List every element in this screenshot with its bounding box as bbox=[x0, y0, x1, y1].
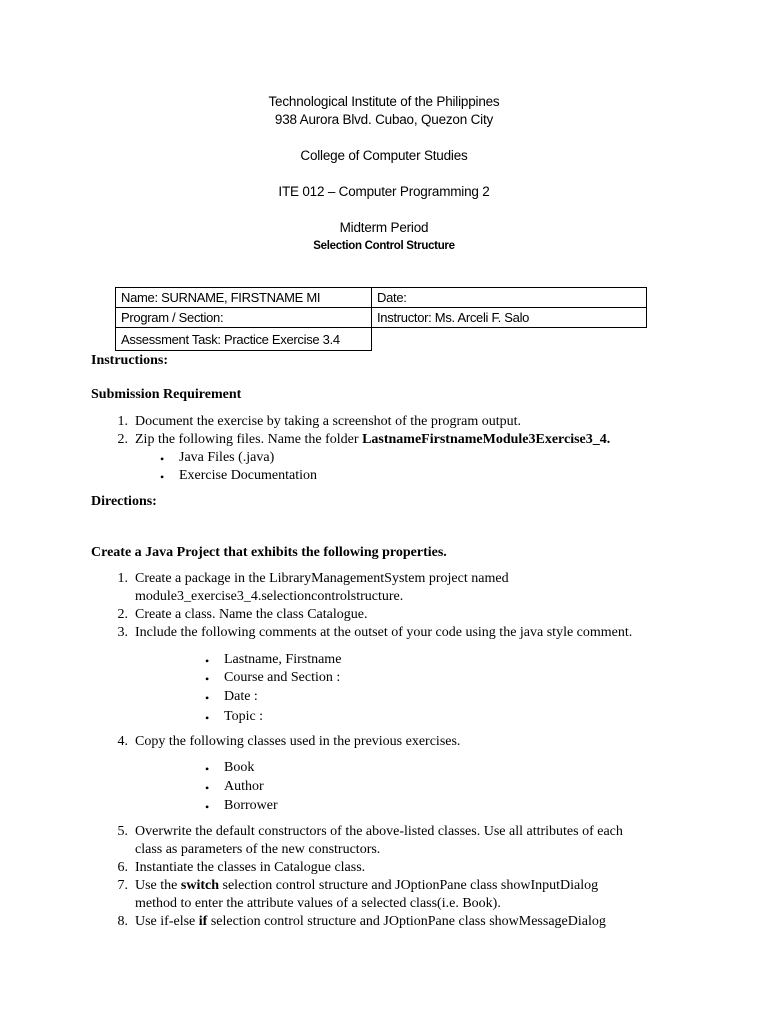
student-info-table bbox=[115, 287, 647, 351]
folder-name: LastnameFirstnameModule3Exercise3_4. bbox=[362, 432, 611, 447]
project-heading: Create a Java Project that exhibits the following properties. bbox=[91, 545, 447, 560]
step-8-prefix: Use if-else bbox=[135, 914, 199, 929]
step-2: Create a class. Name the class Catalogue. bbox=[135, 607, 368, 622]
step-7-line-2: method to enter the attribute values of a selected class(i.e. Book). bbox=[135, 896, 501, 911]
submission-item-2-text: Zip the following files. Name the folder bbox=[135, 432, 363, 447]
if-keyword: if bbox=[198, 914, 208, 929]
task-cell: Assessment Task: Practice Exercise 3.4 bbox=[116, 328, 372, 351]
bullet-icon: • bbox=[205, 654, 210, 668]
comment-item: Date : bbox=[224, 689, 258, 704]
list-number: 6. bbox=[117, 860, 128, 875]
name-cell: Name: SURNAME, FIRSTNAME MI bbox=[116, 288, 372, 308]
list-number: 7. bbox=[117, 878, 128, 893]
period-title: Midterm Period bbox=[339, 220, 429, 235]
file-item: Java Files (.java) bbox=[179, 450, 275, 465]
bullet-icon: • bbox=[205, 711, 210, 725]
comment-item: Lastname, Firstname bbox=[224, 652, 342, 667]
file-item: Exercise Documentation bbox=[179, 468, 318, 483]
list-number: 1. bbox=[117, 571, 128, 586]
submission-item-1: Document the exercise by taking a screenshot of the program output. bbox=[135, 414, 522, 429]
step-1-line-2: module3_exercise3_4.selectioncontrolstructure. bbox=[135, 589, 404, 604]
document-header bbox=[0, 93, 768, 129]
class-item: Borrower bbox=[224, 798, 278, 813]
step-5-line-2: class as parameters of the new constructors. bbox=[135, 842, 381, 857]
topic-title: Selection Control Structure bbox=[313, 240, 455, 252]
list-number: 1. bbox=[117, 414, 128, 429]
college-name: College of Computer Studies bbox=[300, 148, 468, 163]
bullet-icon: • bbox=[205, 691, 210, 705]
instructions-heading: Instructions: bbox=[91, 353, 169, 368]
step-7-line-1 bbox=[135, 877, 598, 895]
bullet-icon: • bbox=[205, 800, 210, 814]
list-number: 2. bbox=[117, 432, 128, 447]
bullet-icon: • bbox=[205, 672, 210, 686]
step-4: Copy the following classes used in the previous exercises. bbox=[135, 734, 461, 749]
institution-address: 938 Aurora Blvd. Cubao, Quezon City bbox=[274, 112, 494, 127]
step-6: Instantiate the classes in Catalogue class. bbox=[135, 860, 366, 875]
step-8 bbox=[135, 913, 606, 931]
class-item: Author bbox=[224, 779, 264, 794]
list-number: 2. bbox=[117, 607, 128, 622]
step-1-line-1: Create a package in the LibraryManagementSystem project named bbox=[135, 571, 509, 586]
bullet-icon: • bbox=[160, 452, 165, 466]
directions-heading: Directions: bbox=[91, 494, 157, 509]
step-3: Include the following comments at the outset of your code using the java style comment. bbox=[135, 625, 633, 640]
submission-item-2 bbox=[135, 431, 610, 449]
date-cell: Date: bbox=[372, 288, 647, 308]
comment-item: Course and Section : bbox=[224, 670, 341, 685]
empty-cell bbox=[372, 328, 647, 351]
list-number: 4. bbox=[117, 734, 128, 749]
bullet-icon: • bbox=[205, 781, 210, 795]
list-number: 3. bbox=[117, 625, 128, 640]
class-item: Book bbox=[224, 760, 255, 775]
program-cell: Program / Section: bbox=[116, 308, 372, 328]
bullet-icon: • bbox=[205, 762, 210, 776]
course-block bbox=[0, 183, 768, 201]
course-title: ITE 012 – Computer Programming 2 bbox=[278, 184, 490, 199]
bullet-icon: • bbox=[160, 470, 165, 484]
period-block bbox=[0, 219, 768, 255]
institution-name: Technological Institute of the Philippines bbox=[268, 94, 500, 109]
step-7-prefix: Use the bbox=[135, 878, 181, 893]
step-7-suffix: selection control structure and JOptionPane class showInputDialog bbox=[219, 878, 599, 893]
list-number: 8. bbox=[117, 914, 128, 929]
instructor-cell: Instructor: Ms. Arceli F. Salo bbox=[372, 308, 647, 328]
college-block bbox=[0, 147, 768, 165]
switch-keyword: switch bbox=[180, 878, 220, 893]
comment-item: Topic : bbox=[224, 709, 264, 724]
list-number: 5. bbox=[117, 824, 128, 839]
step-5-line-1: Overwrite the default constructors of the above-listed classes. Use all attributes of each bbox=[135, 824, 623, 839]
step-8-suffix: selection control structure and JOptionPane class showMessageDialog bbox=[207, 914, 606, 929]
submission-heading: Submission Requirement bbox=[91, 387, 242, 402]
